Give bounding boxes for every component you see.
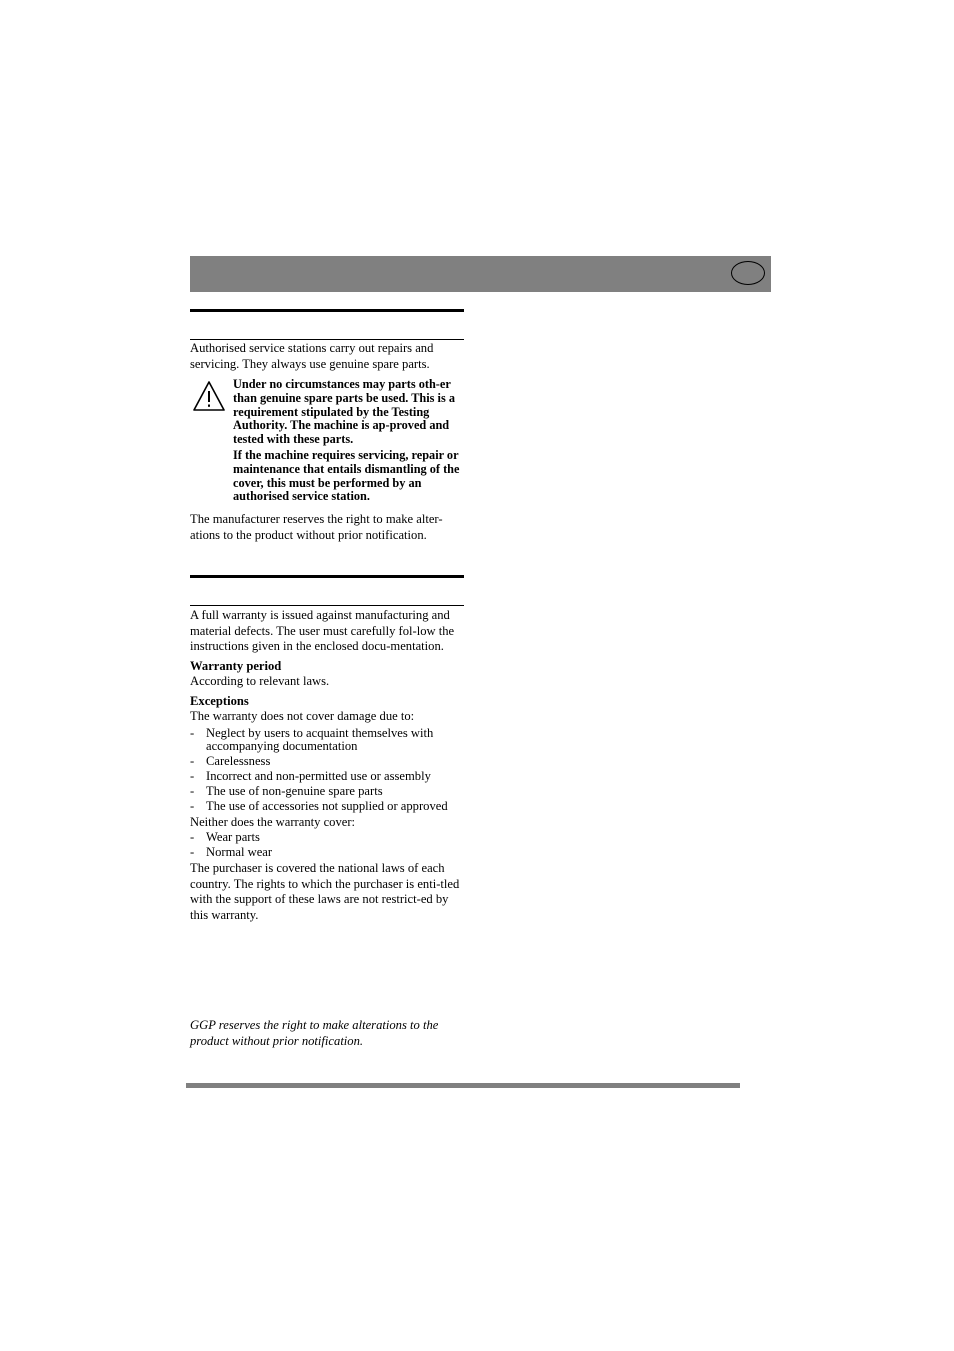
section-rule-thick [190, 575, 464, 578]
section-rule-thin [190, 605, 464, 606]
service-intro-text: Authorised service stations carry out repairs and servicing. They always use genuine spare parts. [190, 341, 434, 371]
warning-paragraph-2: If the machine requires servicing, repair or maintenance that entails dismantling of the cover, this must be performed by an authorised service station. [233, 447, 460, 504]
list-item: - The use of accessories not supplied or approved [190, 800, 464, 814]
language-badge [731, 261, 765, 285]
warning-text [233, 378, 465, 504]
warning-paragraph-1: Under no circumstances may parts oth-er than genuine spare parts be used. This is a requirement stipulated by the Testing Authority. The machine is ap-proved and tested with these parts. [233, 377, 455, 447]
section-rule-thick [190, 309, 464, 312]
list-item: - Incorrect and non-permitted use or assembly [190, 770, 464, 784]
footer-note-text: GGP reserves the right to make alterations to the product without prior notification. [190, 1018, 439, 1048]
service-alterations [190, 512, 464, 543]
warranty-intro: A full warranty is issued against manufacturing and material defects. The user must carefully fol-low the instructions given in the enclosed docu-mentation. [190, 608, 455, 653]
service-intro [190, 341, 464, 372]
warning-triangle-icon [192, 380, 226, 412]
neither-intro: Neither does the warranty cover: [190, 815, 356, 829]
list-item: - Neglect by users to acquaint themselves with accompanying documentation [190, 727, 464, 754]
list-item: - Carelessness [190, 755, 464, 769]
section-rule-thin [190, 339, 464, 340]
exceptions-list [190, 727, 464, 814]
page-header-bar [190, 256, 771, 292]
exceptions-intro: The warranty does not cover damage due to: [190, 709, 415, 723]
warranty-period-text: According to relevant laws. [190, 674, 330, 688]
page-footer-bar [186, 1083, 740, 1088]
neither-list [190, 831, 464, 860]
exceptions-heading: Exceptions [190, 693, 249, 708]
list-item: - The use of non-genuine spare parts [190, 785, 464, 799]
national-laws-text: The purchaser is covered the national laws of each country. The rights to which the purchaser is enti-tled with the support of these laws are not restrict-ed by this warranty. [190, 861, 460, 922]
list-item: - Wear parts [190, 831, 464, 845]
list-item: - Normal wear [190, 846, 464, 860]
alterations-text: The manufacturer reserves the right to make alter-ations to the product without prior notification. [190, 512, 443, 542]
warranty-period-heading: Warranty period [190, 658, 282, 673]
warranty-section [190, 608, 464, 923]
footer-note [190, 1018, 464, 1049]
